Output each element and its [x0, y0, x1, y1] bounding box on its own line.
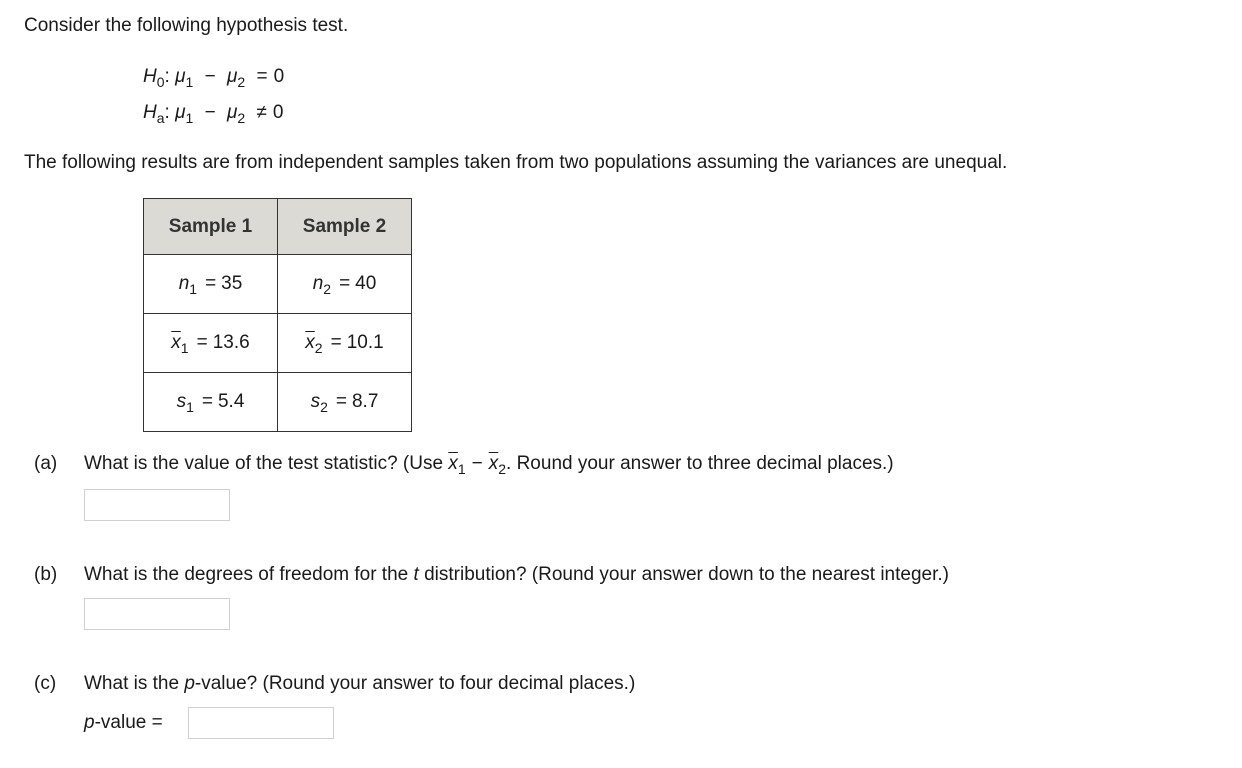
intro-text: Consider the following hypothesis test.: [24, 15, 349, 36]
table-row-n: [144, 255, 412, 314]
samples-description: The following results are from independent samples taken from two populations assuming the variances are unequal.: [24, 152, 1008, 173]
table-row-s: [144, 373, 412, 432]
test-statistic-input[interactable]: [84, 489, 230, 521]
question-c-letter: (c): [34, 673, 57, 694]
p-value-label: p-value =: [84, 712, 163, 733]
question-b-letter: (b): [34, 564, 58, 585]
null-hypothesis: $H_0$: $\mu_1 - \mu_2 = 0$: [143, 66, 285, 90]
samples-table: [143, 198, 412, 432]
question-b-text: What is the degrees of freedom for the t distribution? (Round your answer down to the nearest integer.): [84, 564, 949, 585]
header-sample-2: Sample 2: [278, 199, 412, 255]
degrees-of-freedom-input[interactable]: [84, 598, 230, 630]
question-c-text: What is the p-value? (Round your answer to four decimal places.): [84, 673, 636, 694]
table-header-row: [144, 199, 412, 255]
header-sample-1: Sample 1: [144, 199, 278, 255]
table-row-xbar: [144, 314, 412, 373]
question-a-text: What is the value of the test statistic? (Use $\overline{x}_1 - \overline{x}_2$. Round your answer to three decimal places.): [84, 453, 894, 477]
cell-x2: $\overline{x}_2 = 10.1$: [278, 314, 412, 373]
p-value-input[interactable]: [188, 707, 334, 739]
cell-s1: $s_1 = 5.4$: [144, 373, 278, 432]
cell-x1: $\overline{x}_1 = 13.6$: [144, 314, 278, 373]
question-a-letter: (a): [34, 453, 58, 474]
cell-n1: $n_1 = 35$: [144, 255, 278, 314]
alternative-hypothesis: $H_a$: $\mu_1 - \mu_2 \ne 0$: [143, 102, 284, 126]
cell-s2: $s_2 = 8.7$: [278, 373, 412, 432]
cell-n2: $n_2 = 40$: [278, 255, 412, 314]
